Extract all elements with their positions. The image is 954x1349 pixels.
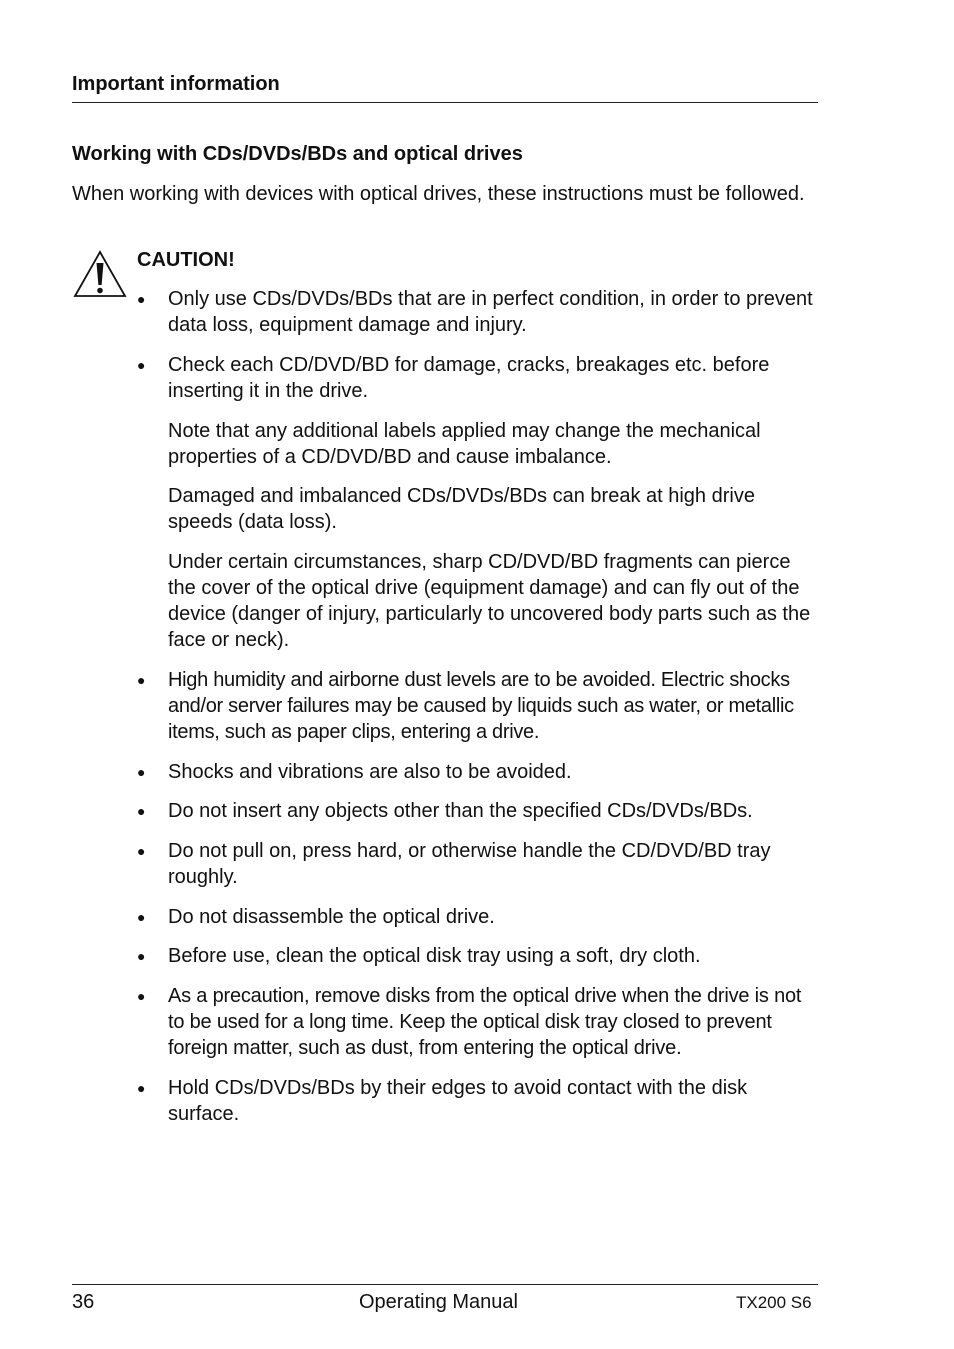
bullet: ●: [137, 948, 146, 964]
list-item: [137, 838, 817, 890]
list-item-text: Do not disassemble the optical drive.: [168, 906, 495, 928]
list-item-text: Shocks and vibrations are also to be avoided.: [168, 761, 572, 783]
bullet: ●: [137, 291, 146, 307]
list-item: [137, 1075, 817, 1127]
running-header: Important information: [72, 73, 280, 95]
list-item-note: Under certain circumstances, sharp CD/DVD/BD fragments can pierce the cover of the optical drive (equipment damage) and can fly out of the device (danger of injury, particularly to uncovered body parts such as the face or neck).: [168, 551, 811, 651]
footer-manual-title: Operating Manual: [359, 1291, 518, 1313]
list-item-text: Before use, clean the optical disk tray using a soft, dry cloth.: [168, 945, 701, 967]
list-item-text: Check each CD/DVD/BD for damage, cracks, breakages etc. before inserting it in the drive.: [168, 354, 770, 402]
list-item-text: Hold CDs/DVDs/BDs by their edges to avoid contact with the disk surface.: [168, 1077, 748, 1125]
list-item: [137, 983, 817, 1061]
bullet: ●: [137, 988, 146, 1004]
list-item-text: Do not pull on, press hard, or otherwise handle the CD/DVD/BD tray roughly.: [168, 840, 771, 888]
caution-triangle-icon: [72, 248, 128, 300]
bullet: ●: [137, 803, 146, 819]
bullet: ●: [137, 1080, 146, 1096]
list-item-text: High humidity and airborne dust levels are to be avoided. Electric shocks and/or server failures may be caused by liquids such as water, or metallic items, such as paper clips, entering a drive.: [168, 669, 794, 743]
list-item-text: As a precaution, remove disks from the optical drive when the drive is not to be used for a long time. Keep the optical disk tray closed to prevent foreign matter, such as dust, from entering the optical drive.: [168, 985, 802, 1059]
list-item: [137, 667, 817, 745]
list-item-note: Damaged and imbalanced CDs/DVDs/BDs can break at high drive speeds (data loss).: [168, 485, 755, 533]
bullet: ●: [137, 764, 146, 780]
bullet: ●: [137, 909, 146, 925]
list-item: [137, 798, 817, 824]
list-item: [137, 759, 817, 785]
caution-label: CAUTION!: [137, 249, 235, 271]
list-item: [137, 286, 817, 338]
footer-model: TX200 S6: [736, 1293, 812, 1312]
bullet: ●: [137, 843, 146, 859]
list-item: [137, 352, 817, 404]
list-item-note: Note that any additional labels applied may change the mechanical properties of a CD/DVD/BD and cause imbalance.: [168, 420, 761, 468]
section-heading: Working with CDs/DVDs/BDs and optical drives: [72, 143, 523, 165]
page-number: 36: [72, 1291, 95, 1313]
footer-rule: [72, 1284, 818, 1285]
list-item: [137, 904, 817, 930]
bullet: ●: [137, 672, 146, 688]
list-item-text: Only use CDs/DVDs/BDs that are in perfect condition, in order to prevent data loss, equipment damage and injury.: [168, 288, 813, 336]
bullet: ●: [137, 357, 146, 373]
header-rule: [72, 102, 818, 103]
list-item: [137, 943, 817, 969]
list-item-text: Do not insert any objects other than the specified CDs/DVDs/BDs.: [168, 800, 753, 822]
intro-paragraph: When working with devices with optical drives, these instructions must be followed.: [72, 183, 805, 205]
